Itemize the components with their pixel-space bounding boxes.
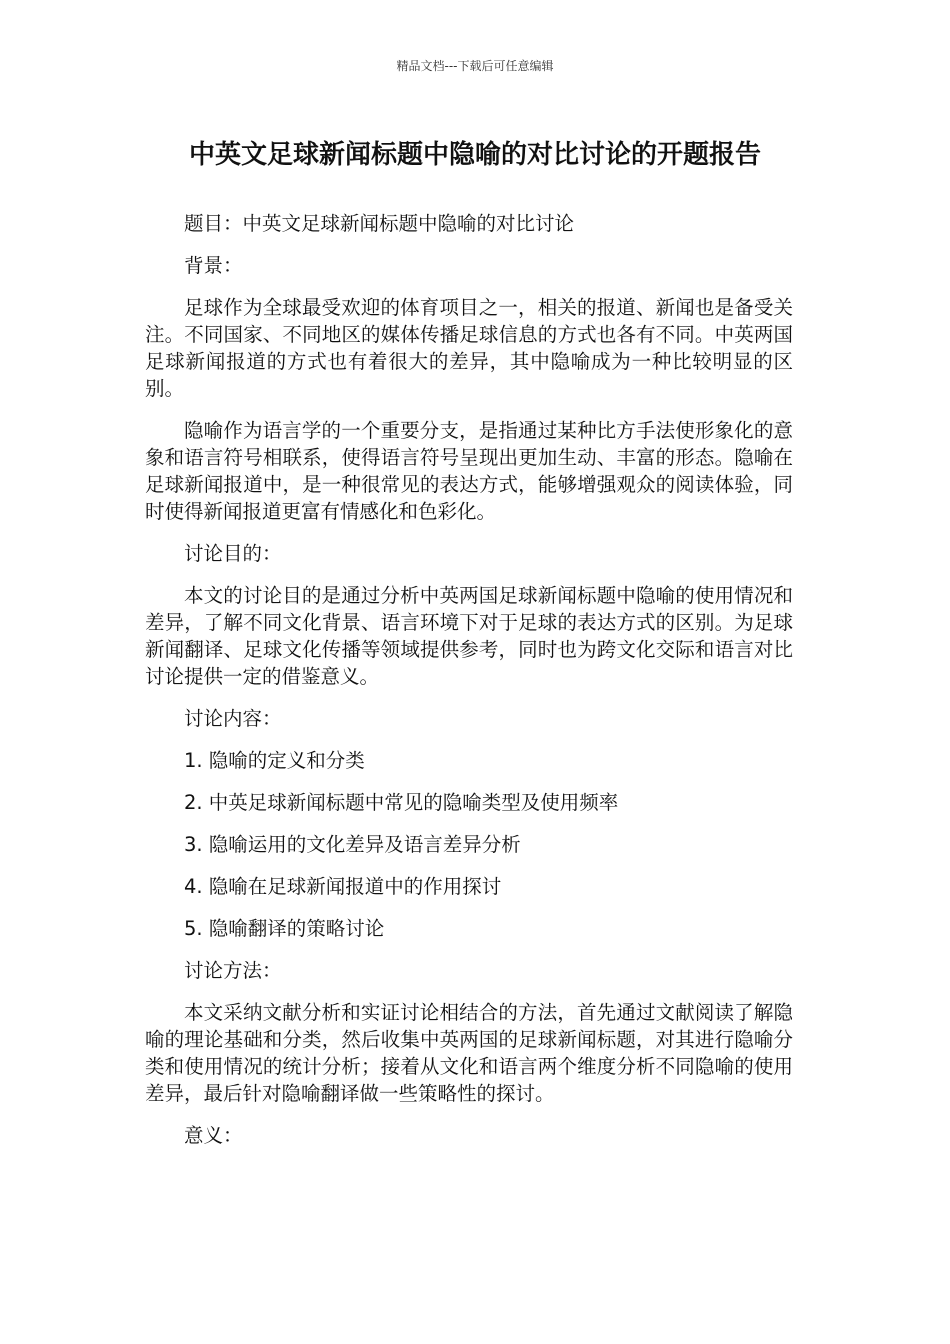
purpose-paragraph: 本文的讨论目的是通过分析中英两国足球新闻标题中隐喻的使用情况和差异，了解不同文化背景、语言环境下对于足球的表达方式的区别。为足球新闻翻译、足球文化传播等领域提供参考，同时也为跨文化交际和语言对比讨论提供一定的借鉴意义。 [145, 584, 793, 688]
method-heading: 讨论方法： [184, 959, 282, 982]
document-title: 中英文足球新闻标题中隐喻的对比讨论的开题报告 [188, 140, 761, 170]
content-heading: 讨论内容： [184, 707, 282, 730]
list-item: 3. 隐喻运用的文化差异及语言差异分析 [184, 833, 521, 856]
method-paragraph: 本文采纳文献分析和实证讨论相结合的方法，首先通过文献阅读了解隐喻的理论基础和分类，然后收集中英两国的足球新闻标题，对其进行隐喻分类和使用情况的统计分析；接着从文化和语言两个维度分析不同隐喻的使用差异，最后针对隐喻翻译做一些策略性的探讨。 [145, 1001, 793, 1105]
topic-line: 题目：中英文足球新闻标题中隐喻的对比讨论 [184, 212, 575, 235]
background-paragraph-1: 足球作为全球最受欢迎的体育项目之一，相关的报道、新闻也是备受关注。不同国家、不同地区的媒体传播足球信息的方式也各有不同。中英两国足球新闻报道的方式也有着很大的差异，其中隐喻成为一种比较明显的区别。 [145, 296, 793, 400]
list-item: 4. 隐喻在足球新闻报道中的作用探讨 [184, 875, 502, 898]
list-item: 1. 隐喻的定义和分类 [184, 749, 365, 772]
purpose-heading: 讨论目的： [184, 542, 282, 565]
background-heading: 背景： [184, 254, 243, 277]
header-note: 精品文档---下载后可任意编辑 [396, 59, 554, 73]
document-body [145, 210, 793, 1164]
significance-heading: 意义： [184, 1124, 243, 1147]
list-item: 2. 中英足球新闻标题中常见的隐喻类型及使用频率 [184, 791, 619, 814]
list-item: 5. 隐喻翻译的策略讨论 [184, 917, 385, 940]
background-paragraph-2: 隐喻作为语言学的一个重要分支，是指通过某种比方手法使形象化的意象和语言符号相联系，使得语言符号呈现出更加生动、丰富的形态。隐喻在足球新闻报道中，是一种很常见的表达方式，能够增强观众的阅读体验，同时使得新闻报道更富有情感化和色彩化。 [145, 419, 793, 523]
